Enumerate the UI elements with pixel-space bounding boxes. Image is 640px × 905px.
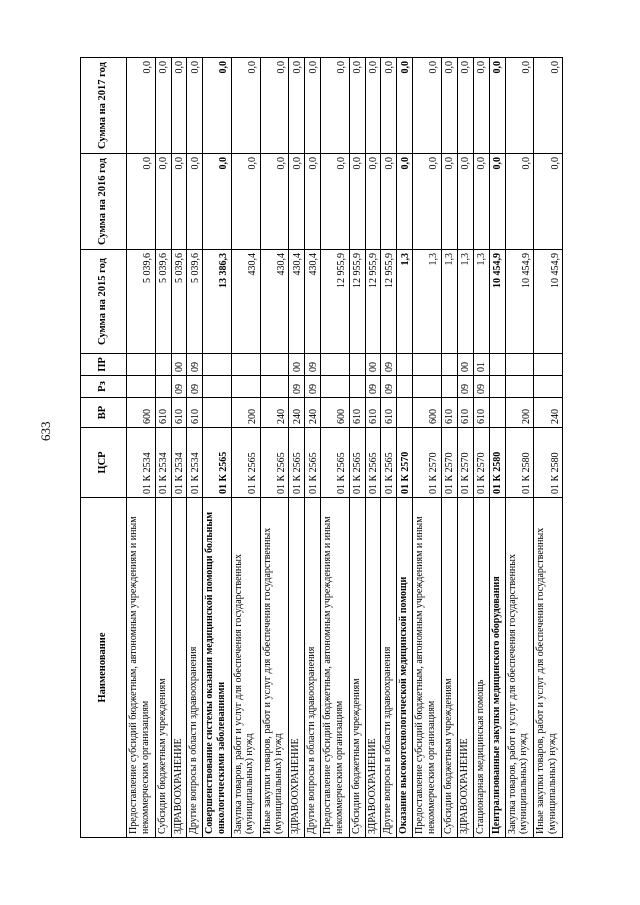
table-row	[321, 58, 350, 838]
cell-csr: 01 К 2565	[203, 428, 232, 498]
cell-sum-2017: 0,0	[260, 58, 289, 154]
cell-sum-2016: 0,0	[505, 154, 534, 250]
cell-rz	[441, 376, 457, 398]
cell-sum-2015: 13 386,3	[203, 250, 232, 354]
cell-pr: 09	[187, 354, 203, 376]
cell-rz	[127, 376, 156, 398]
cell-vr: 610	[187, 398, 203, 428]
cell-rz: 09	[381, 376, 397, 398]
header-sum-2015: Сумма на 2015 год	[81, 250, 127, 354]
cell-sum-2017: 0,0	[305, 58, 321, 154]
cell-name: Субсидии бюджетным учреждениям	[349, 498, 365, 838]
cell-sum-2015: 5 039,6	[171, 250, 187, 354]
cell-sum-2017: 0,0	[203, 58, 232, 154]
cell-sum-2016: 0,0	[381, 154, 397, 250]
table-row	[127, 58, 156, 838]
cell-rz: 09	[305, 376, 321, 398]
cell-vr	[489, 398, 505, 428]
cell-name: Оказание высокотехнологической медицинской помощи	[397, 498, 413, 838]
cell-pr	[534, 354, 563, 376]
cell-sum-2016: 0,0	[187, 154, 203, 250]
table-row	[171, 58, 187, 838]
cell-sum-2017: 0,0	[413, 58, 442, 154]
cell-csr: 01 К 2565	[321, 428, 350, 498]
table-row	[381, 58, 397, 838]
cell-vr: 610	[473, 398, 489, 428]
table-header-row	[81, 58, 127, 838]
cell-rz	[397, 376, 413, 398]
cell-sum-2015: 12 955,9	[321, 250, 350, 354]
cell-sum-2016: 0,0	[155, 154, 171, 250]
cell-vr	[397, 398, 413, 428]
cell-sum-2016: 0,0	[534, 154, 563, 250]
table-row	[534, 58, 563, 838]
cell-rz	[349, 376, 365, 398]
cell-sum-2016: 0,0	[127, 154, 156, 250]
cell-sum-2016: 0,0	[289, 154, 305, 250]
cell-sum-2015: 12 955,9	[381, 250, 397, 354]
cell-sum-2016: 0,0	[441, 154, 457, 250]
cell-name: ЗДРАВООХРАНЕНИЕ	[457, 498, 473, 838]
cell-vr	[203, 398, 232, 428]
cell-sum-2017: 0,0	[171, 58, 187, 154]
cell-vr: 600	[321, 398, 350, 428]
cell-rz	[321, 376, 350, 398]
cell-csr: 01 К 2570	[473, 428, 489, 498]
cell-name: ЗДРАВООХРАНЕНИЕ	[289, 498, 305, 838]
cell-pr	[489, 354, 505, 376]
cell-sum-2017: 0,0	[441, 58, 457, 154]
cell-sum-2015: 1,3	[457, 250, 473, 354]
cell-pr: 00	[365, 354, 381, 376]
cell-rz	[413, 376, 442, 398]
cell-name: Совершенствование системы оказания медицинской помощи больным онкологическими заболеваниями	[203, 498, 232, 838]
cell-sum-2016: 0,0	[231, 154, 260, 250]
header-rz: Рз	[81, 376, 127, 398]
cell-sum-2017: 0,0	[457, 58, 473, 154]
header-pr: ПР	[81, 354, 127, 376]
cell-sum-2015: 1,3	[413, 250, 442, 354]
cell-name: Централизованные закупки медицинского оборудования	[489, 498, 505, 838]
cell-name: Другие вопросы в области здравоохранения	[305, 498, 321, 838]
cell-name: Предоставление субсидий бюджетным, автономным учреждениям и иным некоммерческим организациям	[413, 498, 442, 838]
cell-sum-2017: 0,0	[155, 58, 171, 154]
cell-sum-2017: 0,0	[381, 58, 397, 154]
budget-table	[80, 57, 563, 838]
page-number: 633	[38, 421, 53, 441]
cell-name: Субсидии бюджетным учреждениям	[441, 498, 457, 838]
cell-name: Субсидии бюджетным учреждениям	[155, 498, 171, 838]
cell-rz	[260, 376, 289, 398]
cell-rz: 09	[171, 376, 187, 398]
cell-rz: 09	[289, 376, 305, 398]
cell-sum-2017: 0,0	[127, 58, 156, 154]
cell-sum-2017: 0,0	[473, 58, 489, 154]
table-row	[441, 58, 457, 838]
cell-sum-2016: 0,0	[349, 154, 365, 250]
table-row	[457, 58, 473, 838]
cell-vr: 200	[231, 398, 260, 428]
table-row	[413, 58, 442, 838]
table-row	[289, 58, 305, 838]
cell-csr: 01 К 2565	[305, 428, 321, 498]
cell-sum-2015: 430,4	[289, 250, 305, 354]
table-body	[127, 58, 563, 838]
cell-vr: 610	[441, 398, 457, 428]
cell-sum-2015: 5 039,6	[127, 250, 156, 354]
cell-sum-2017: 0,0	[187, 58, 203, 154]
cell-pr	[413, 354, 442, 376]
cell-pr: 00	[289, 354, 305, 376]
table-row	[203, 58, 232, 838]
cell-name: Иные закупки товаров, работ и услуг для обеспечения государственных (муниципальных) нужд	[260, 498, 289, 838]
cell-csr: 01 К 2534	[155, 428, 171, 498]
cell-vr: 240	[289, 398, 305, 428]
cell-vr: 610	[381, 398, 397, 428]
cell-csr: 01 К 2534	[187, 428, 203, 498]
cell-sum-2015: 430,4	[260, 250, 289, 354]
cell-sum-2016: 0,0	[413, 154, 442, 250]
cell-pr: 00	[457, 354, 473, 376]
cell-sum-2017: 0,0	[321, 58, 350, 154]
header-name: Наименование	[81, 498, 127, 838]
cell-pr	[397, 354, 413, 376]
cell-vr: 610	[171, 398, 187, 428]
cell-rz: 09	[187, 376, 203, 398]
table-row	[260, 58, 289, 838]
cell-sum-2015: 1,3	[441, 250, 457, 354]
cell-pr	[231, 354, 260, 376]
cell-pr	[321, 354, 350, 376]
cell-vr: 240	[305, 398, 321, 428]
cell-vr: 610	[349, 398, 365, 428]
cell-rz: 09	[365, 376, 381, 398]
cell-vr: 240	[260, 398, 289, 428]
cell-name: Закупка товаров, работ и услуг для обеспечения государственных (муниципальных) нужд	[231, 498, 260, 838]
cell-pr: 09	[305, 354, 321, 376]
table-row	[155, 58, 171, 838]
cell-sum-2015: 10 454,9	[505, 250, 534, 354]
cell-vr: 600	[127, 398, 156, 428]
cell-name: Закупка товаров, работ и услуг для обеспечения государственных (муниципальных) нужд	[505, 498, 534, 838]
cell-pr: 09	[381, 354, 397, 376]
cell-sum-2016: 0,0	[457, 154, 473, 250]
cell-pr	[203, 354, 232, 376]
cell-sum-2017: 0,0	[489, 58, 505, 154]
cell-rz	[505, 376, 534, 398]
cell-rz	[231, 376, 260, 398]
cell-vr: 200	[505, 398, 534, 428]
cell-csr: 01 К 2570	[397, 428, 413, 498]
cell-name: Другие вопросы в области здравоохранения	[381, 498, 397, 838]
table-row	[187, 58, 203, 838]
cell-rz	[203, 376, 232, 398]
rotated-table-container	[80, 58, 563, 838]
cell-pr: 01	[473, 354, 489, 376]
cell-sum-2016: 0,0	[473, 154, 489, 250]
cell-vr: 600	[413, 398, 442, 428]
cell-rz	[489, 376, 505, 398]
cell-sum-2015: 1,3	[397, 250, 413, 354]
cell-vr: 610	[457, 398, 473, 428]
cell-sum-2015: 1,3	[473, 250, 489, 354]
cell-vr: 240	[534, 398, 563, 428]
cell-pr	[260, 354, 289, 376]
cell-csr: 01 К 2534	[127, 428, 156, 498]
cell-sum-2016: 0,0	[365, 154, 381, 250]
cell-rz: 09	[473, 376, 489, 398]
cell-csr: 01 К 2565	[349, 428, 365, 498]
cell-sum-2016: 0,0	[203, 154, 232, 250]
cell-pr	[127, 354, 156, 376]
cell-sum-2017: 0,0	[397, 58, 413, 154]
cell-name: ЗДРАВООХРАНЕНИЕ	[171, 498, 187, 838]
cell-sum-2016: 0,0	[489, 154, 505, 250]
cell-csr: 01 К 2570	[441, 428, 457, 498]
table-row	[231, 58, 260, 838]
cell-csr: 01 К 2580	[534, 428, 563, 498]
table-row	[473, 58, 489, 838]
table-row	[397, 58, 413, 838]
header-vr: ВР	[81, 398, 127, 428]
cell-name: Предоставление субсидий бюджетным, автономным учреждениям и иным некоммерческим организациям	[127, 498, 156, 838]
cell-sum-2016: 0,0	[321, 154, 350, 250]
cell-name: Другие вопросы в области здравоохранения	[187, 498, 203, 838]
cell-pr	[155, 354, 171, 376]
cell-sum-2016: 0,0	[260, 154, 289, 250]
header-csr: ЦСР	[81, 428, 127, 498]
cell-sum-2017: 0,0	[365, 58, 381, 154]
cell-sum-2016: 0,0	[171, 154, 187, 250]
table-row	[365, 58, 381, 838]
cell-sum-2015: 5 039,6	[187, 250, 203, 354]
cell-sum-2017: 0,0	[231, 58, 260, 154]
cell-csr: 01 К 2580	[489, 428, 505, 498]
cell-csr: 01 К 2570	[413, 428, 442, 498]
cell-csr: 01 К 2580	[505, 428, 534, 498]
cell-sum-2015: 10 454,9	[489, 250, 505, 354]
cell-sum-2017: 0,0	[534, 58, 563, 154]
header-sum-2016: Сумма на 2016 год	[81, 154, 127, 250]
cell-vr: 610	[155, 398, 171, 428]
cell-sum-2015: 5 039,6	[155, 250, 171, 354]
table-row	[505, 58, 534, 838]
cell-sum-2016: 0,0	[397, 154, 413, 250]
cell-csr: 01 К 2534	[171, 428, 187, 498]
table-row	[305, 58, 321, 838]
header-sum-2017: Сумма на 2017 год	[81, 58, 127, 154]
cell-csr: 01 К 2565	[231, 428, 260, 498]
cell-pr: 00	[171, 354, 187, 376]
cell-sum-2016: 0,0	[305, 154, 321, 250]
cell-csr: 01 К 2565	[289, 428, 305, 498]
cell-sum-2015: 12 955,9	[365, 250, 381, 354]
table-row	[349, 58, 365, 838]
cell-sum-2017: 0,0	[289, 58, 305, 154]
cell-sum-2015: 430,4	[305, 250, 321, 354]
cell-csr: 01 К 2565	[381, 428, 397, 498]
cell-name: Стационарная медицинская помощь	[473, 498, 489, 838]
cell-pr	[349, 354, 365, 376]
cell-rz	[155, 376, 171, 398]
cell-csr: 01 К 2565	[260, 428, 289, 498]
cell-sum-2015: 430,4	[231, 250, 260, 354]
cell-vr: 610	[365, 398, 381, 428]
cell-name: ЗДРАВООХРАНЕНИЕ	[365, 498, 381, 838]
table-row	[489, 58, 505, 838]
cell-sum-2017: 0,0	[349, 58, 365, 154]
cell-name: Предоставление субсидий бюджетным, автономным учреждениям и иным некоммерческим организациям	[321, 498, 350, 838]
cell-rz: 09	[457, 376, 473, 398]
cell-pr	[505, 354, 534, 376]
cell-rz	[534, 376, 563, 398]
cell-pr	[441, 354, 457, 376]
cell-sum-2015: 12 955,9	[349, 250, 365, 354]
cell-sum-2017: 0,0	[505, 58, 534, 154]
cell-csr: 01 К 2565	[365, 428, 381, 498]
cell-name: Иные закупки товаров, работ и услуг для обеспечения государственных (муниципальных) нужд	[534, 498, 563, 838]
cell-csr: 01 К 2570	[457, 428, 473, 498]
cell-sum-2015: 10 454,9	[534, 250, 563, 354]
